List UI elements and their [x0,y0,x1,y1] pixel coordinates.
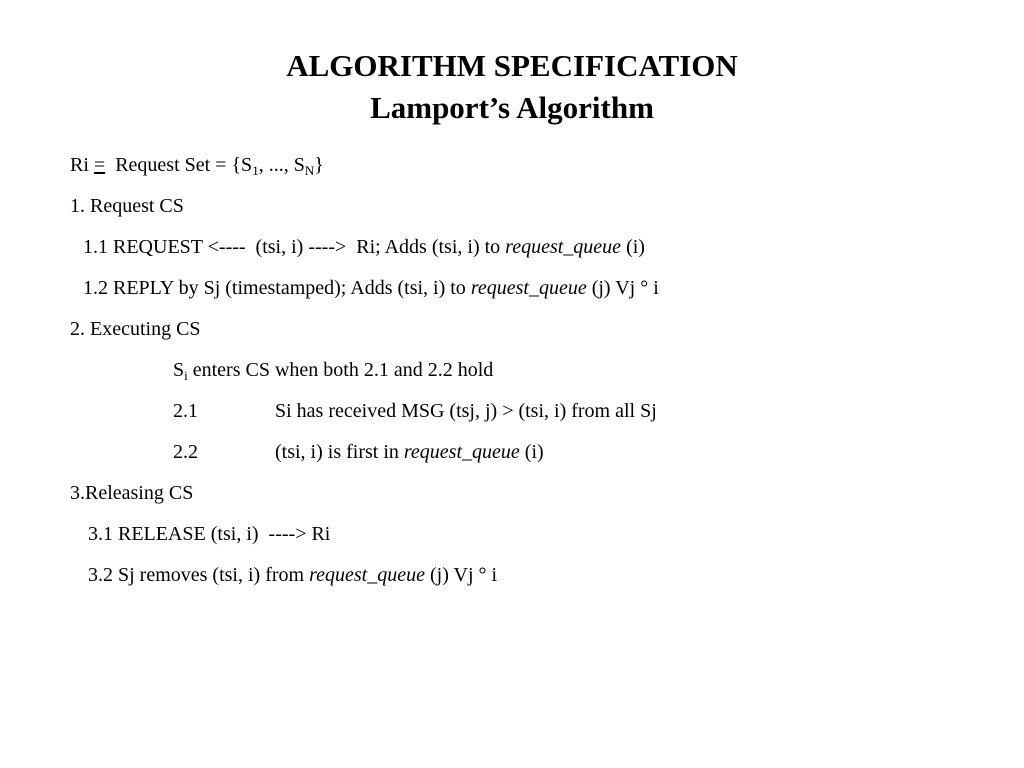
step-1-2-text: 1.2 REPLY by Sj (timestamped); Adds (tsi, i) to [83,277,471,299]
condition-2-2-end: (i) [519,441,544,463]
equiv-symbol: = [93,154,106,176]
section-3-heading: 3.Releasing CS [70,482,194,504]
step-1-2-queue: request_queue [470,277,587,299]
enter-condition [173,358,493,382]
section-2-heading: 2. Executing CS [70,318,201,340]
step-1-2-end: (j) Vj ° i [586,277,659,299]
section-1-heading: 1. Request CS [70,195,184,217]
request-set-mid: , ..., S [258,154,305,176]
condition-2-2-text [275,440,544,464]
condition-2-2-queue: request_queue [403,441,520,463]
step-1-1-end: (i) [621,236,645,258]
subscript-1: 1 [252,163,259,178]
step-3-2 [88,563,497,587]
step-3-2-queue: request_queue [309,564,425,586]
request-set-text: Request Set = {S [105,154,253,176]
step-1-1-text: 1.1 REQUEST <---- (tsi, i) ----> Ri; Adds (tsi, i) to [83,236,506,258]
step-3-2-text: 3.2 Sj removes (tsi, i) from [88,564,310,586]
subscript-n: N [304,163,315,178]
enter-s: S [173,359,185,381]
step-3-2-end: (j) Vj ° i [424,564,498,586]
condition-2-1 [173,399,657,423]
slide-subtitle: Lamport’s Algorithm [370,90,654,125]
ri-label: Ri [70,154,94,176]
condition-2-1-text: Si has received MSG (tsj, j) > (tsi, i) from all Sj [275,400,657,422]
step-1-1 [83,235,645,259]
step-3-1: 3.1 RELEASE (tsi, i) ----> Ri [88,523,331,545]
enter-text: enters CS when both 2.1 and 2.2 hold [187,359,494,381]
slide-title: ALGORITHM SPECIFICATION [286,48,738,83]
condition-2-2-number: 2.2 [173,441,198,463]
condition-2-1-number: 2.1 [173,400,198,422]
step-1-1-queue: request_queue [505,236,622,258]
request-set-definition [70,153,324,177]
subscript-i: i [184,368,188,383]
condition-2-2 [173,440,544,464]
step-1-2 [83,276,659,300]
condition-2-2-lead: (tsi, i) is first in [275,441,404,463]
request-set-end: } [314,154,324,176]
